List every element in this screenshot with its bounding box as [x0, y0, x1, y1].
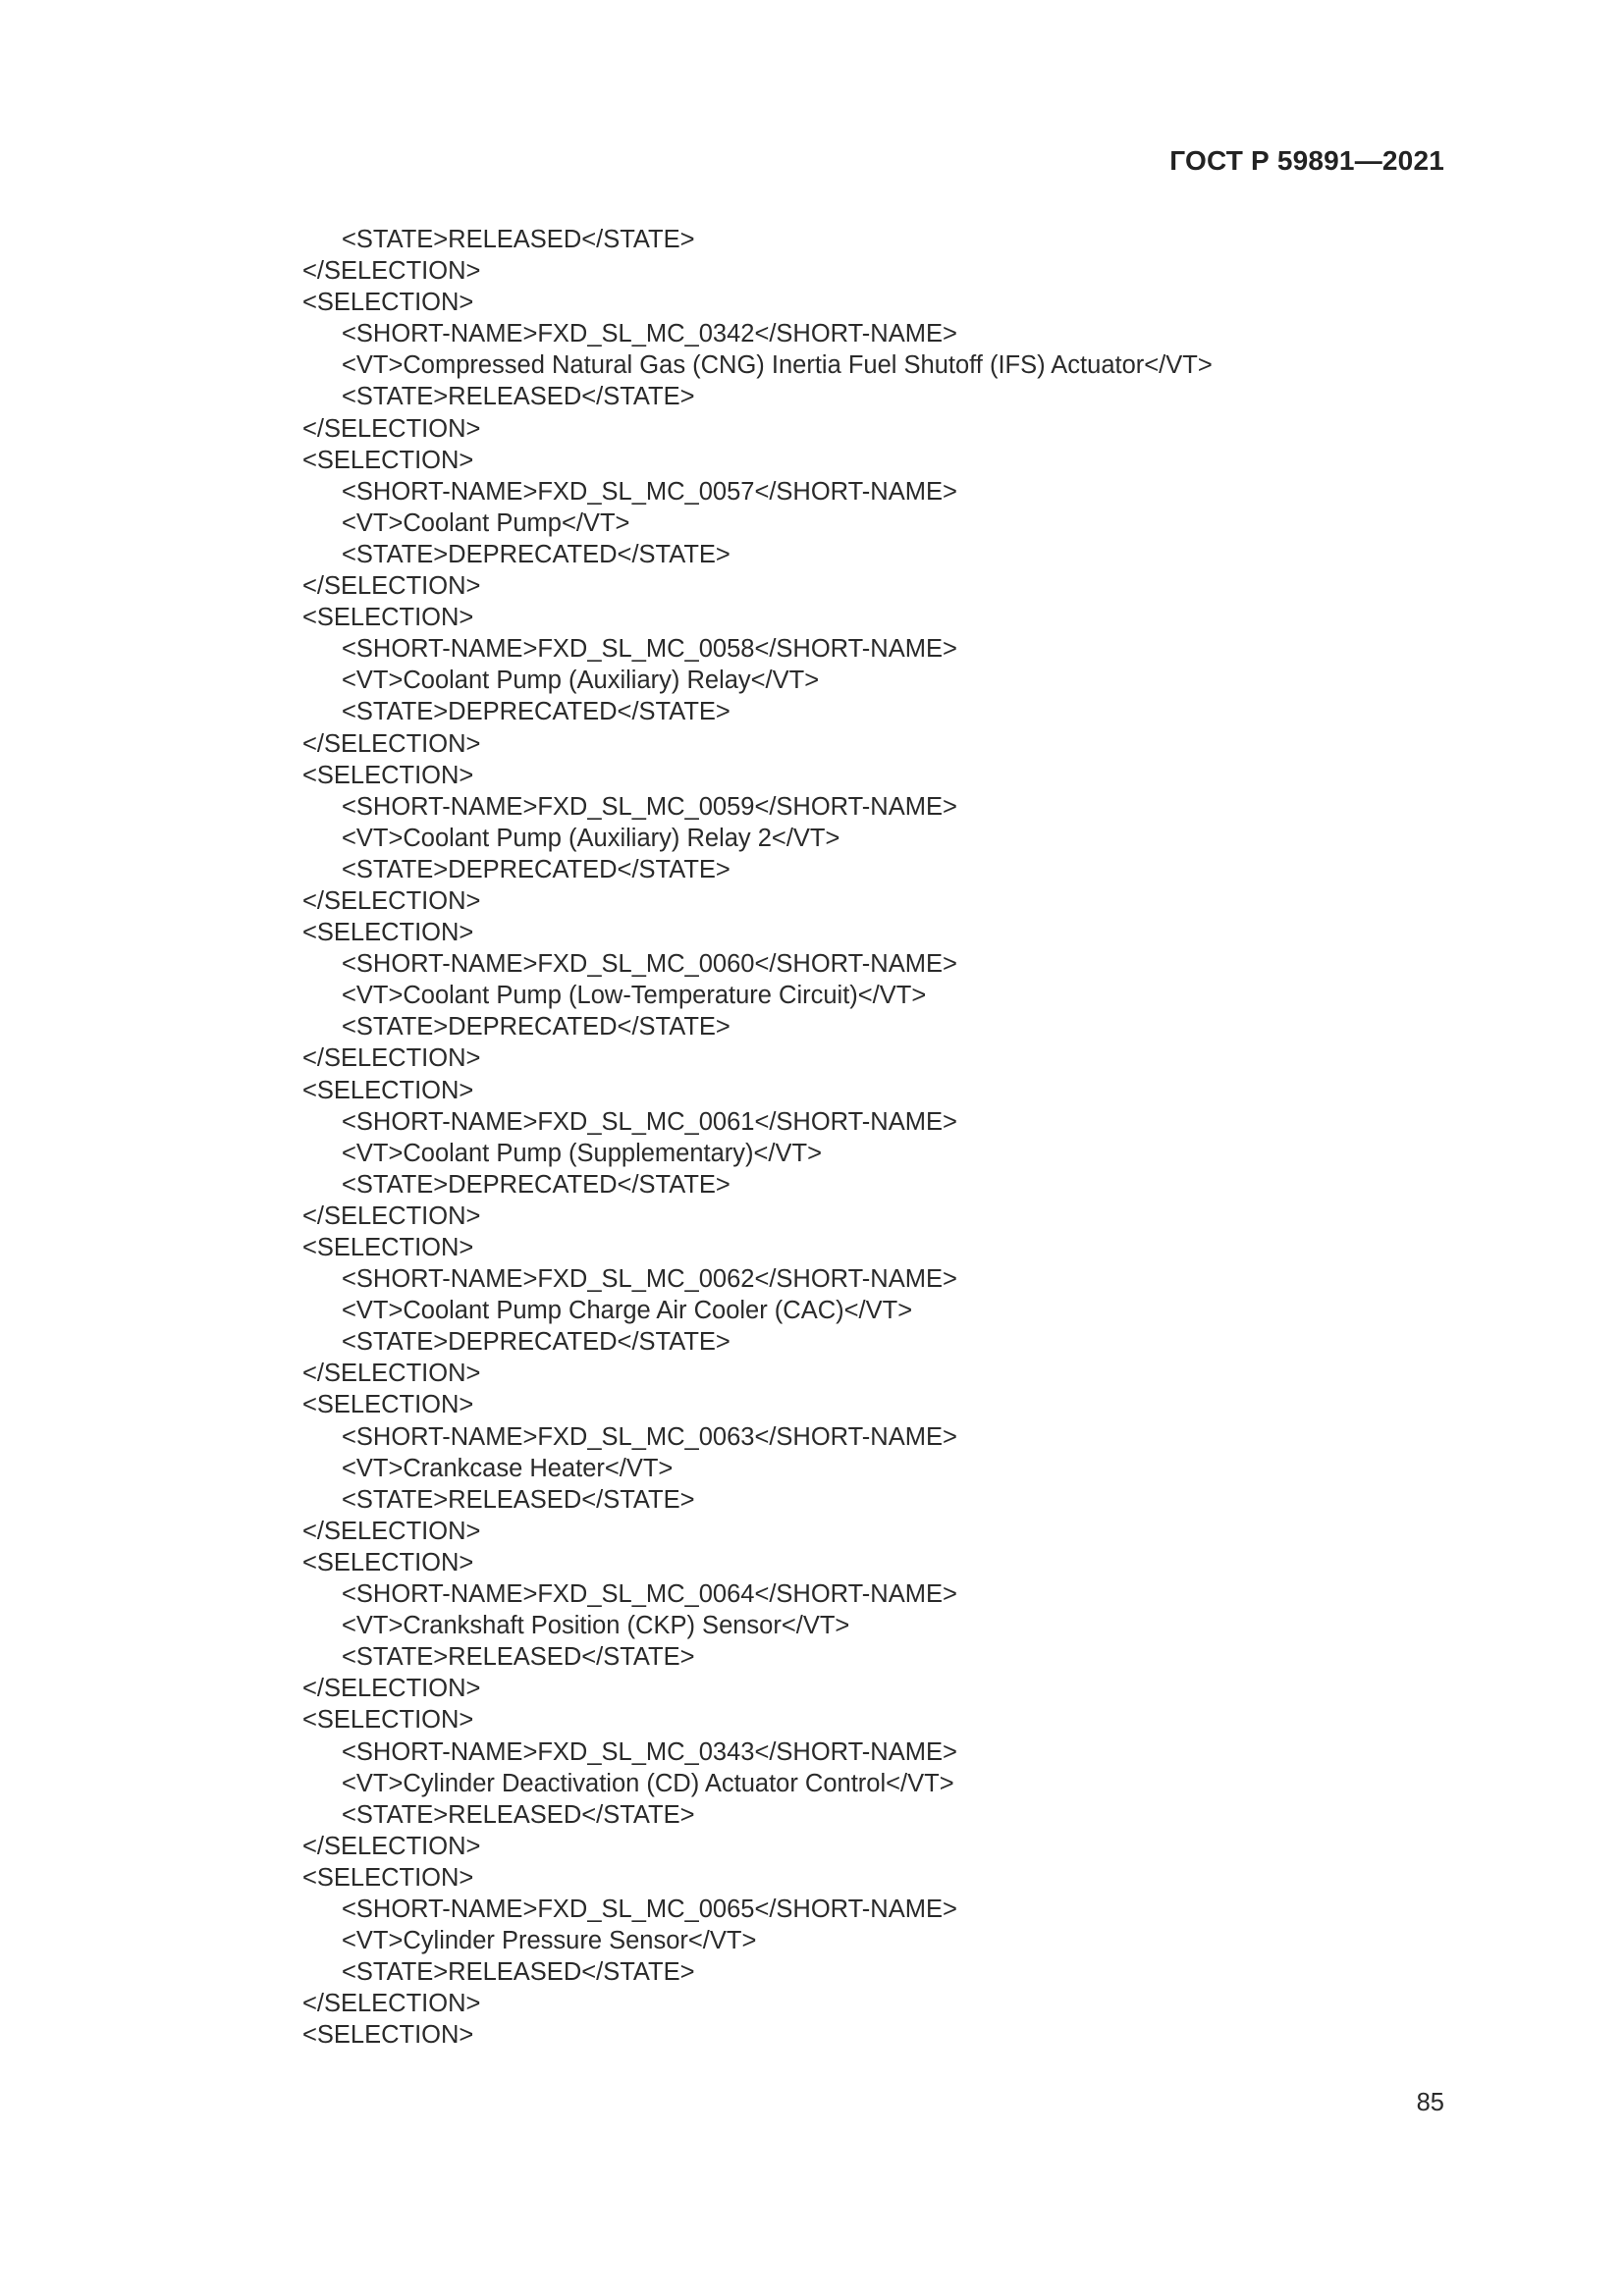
page-number: 85 [1416, 2089, 1444, 2116]
xml-line: <SELECTION> [302, 1706, 474, 1735]
xml-line: <STATE>RELEASED</STATE> [342, 1643, 695, 1672]
xml-line: <SELECTION> [302, 2021, 474, 2050]
xml-line: <STATE>RELEASED</STATE> [342, 226, 695, 253]
xml-line: <VT>Coolant Pump (Low-Temperature Circuit)</VT> [342, 982, 927, 1010]
xml-line: <SELECTION> [302, 919, 474, 947]
xml-line: <SHORT-NAME>FXD_SL_MC_0061</SHORT-NAME> [342, 1107, 957, 1136]
xml-line: <STATE>DEPRECATED</STATE> [342, 1328, 731, 1357]
xml-line: <SHORT-NAME>FXD_SL_MC_0064</SHORT-NAME> [342, 1580, 957, 1609]
xml-line: </SELECTION> [302, 572, 481, 601]
xml-line: <VT>Coolant Pump (Supplementary)</VT> [342, 1139, 822, 1167]
xml-line: </SELECTION> [302, 1044, 481, 1073]
xml-line: <SHORT-NAME>FXD_SL_MC_0058</SHORT-NAME> [342, 635, 957, 664]
xml-line: <VT>Crankcase Heater</VT> [342, 1454, 674, 1482]
xml-line: </SELECTION> [302, 257, 481, 286]
xml-line: <STATE>RELEASED</STATE> [342, 1958, 695, 1987]
xml-line: <SHORT-NAME>FXD_SL_MC_0062</SHORT-NAME> [342, 1265, 957, 1294]
xml-line: <VT>Crankshaft Position (CKP) Sensor</VT> [342, 1612, 850, 1640]
xml-line: </SELECTION> [302, 414, 481, 443]
xml-line: <SHORT-NAME>FXD_SL_MC_0060</SHORT-NAME> [342, 950, 957, 979]
xml-line: </SELECTION> [302, 1201, 481, 1230]
xml-line: <SELECTION> [302, 604, 474, 632]
xml-line: </SELECTION> [302, 1517, 481, 1545]
xml-line: </SELECTION> [302, 1832, 481, 1860]
xml-line: <STATE>RELEASED</STATE> [342, 383, 695, 411]
xml-line: <SELECTION> [302, 289, 474, 317]
xml-line: <SHORT-NAME>FXD_SL_MC_0342</SHORT-NAME> [342, 320, 957, 348]
xml-line: </SELECTION> [302, 1675, 481, 1703]
xml-line: <VT>Cylinder Pressure Sensor</VT> [342, 1927, 757, 1955]
xml-line: <VT>Cylinder Deactivation (CD) Actuator Control</VT> [342, 1769, 954, 1797]
xml-line: <SHORT-NAME>FXD_SL_MC_0065</SHORT-NAME> [342, 1895, 957, 1923]
xml-line: </SELECTION> [302, 729, 481, 758]
xml-line: <SHORT-NAME>FXD_SL_MC_0057</SHORT-NAME> [342, 477, 957, 506]
xml-line: <STATE>DEPRECATED</STATE> [342, 540, 731, 568]
xml-line: </SELECTION> [302, 886, 481, 915]
xml-line: <VT>Coolant Pump (Auxiliary) Relay</VT> [342, 667, 820, 695]
xml-line: </SELECTION> [302, 1360, 481, 1388]
xml-line: <SELECTION> [302, 1391, 474, 1419]
xml-line: <SHORT-NAME>FXD_SL_MC_0063</SHORT-NAME> [342, 1422, 957, 1451]
xml-line: <SELECTION> [302, 1076, 474, 1104]
xml-line: <SHORT-NAME>FXD_SL_MC_0059</SHORT-NAME> [342, 792, 957, 821]
xml-line: <VT>Coolant Pump Charge Air Cooler (CAC)</VT> [342, 1297, 913, 1325]
xml-line: <STATE>DEPRECATED</STATE> [342, 1170, 731, 1199]
xml-line: <SELECTION> [302, 1234, 474, 1261]
document-code-header: ГОСТ Р 59891—2021 [1169, 145, 1444, 176]
xml-line: <SELECTION> [302, 446, 474, 474]
xml-line: <STATE>DEPRECATED</STATE> [342, 698, 731, 726]
xml-line: <VT>Coolant Pump</VT> [342, 508, 630, 537]
xml-line: <VT>Compressed Natural Gas (CNG) Inertia Fuel Shutoff (IFS) Actuator</VT> [342, 351, 1213, 380]
xml-line: <SHORT-NAME>FXD_SL_MC_0343</SHORT-NAME> [342, 1737, 957, 1766]
xml-line: <SELECTION> [302, 1863, 474, 1892]
xml-listing [302, 224, 1461, 2051]
xml-line: </SELECTION> [302, 1990, 481, 2018]
xml-line: <STATE>DEPRECATED</STATE> [342, 1013, 731, 1041]
xml-line: <STATE>RELEASED</STATE> [342, 1485, 695, 1514]
xml-line: <VT>Coolant Pump (Auxiliary) Relay 2</VT> [342, 824, 840, 852]
xml-line: <SELECTION> [302, 1548, 474, 1576]
xml-line: <SELECTION> [302, 761, 474, 789]
xml-line: <STATE>RELEASED</STATE> [342, 1800, 695, 1829]
xml-line: <STATE>DEPRECATED</STATE> [342, 855, 731, 883]
